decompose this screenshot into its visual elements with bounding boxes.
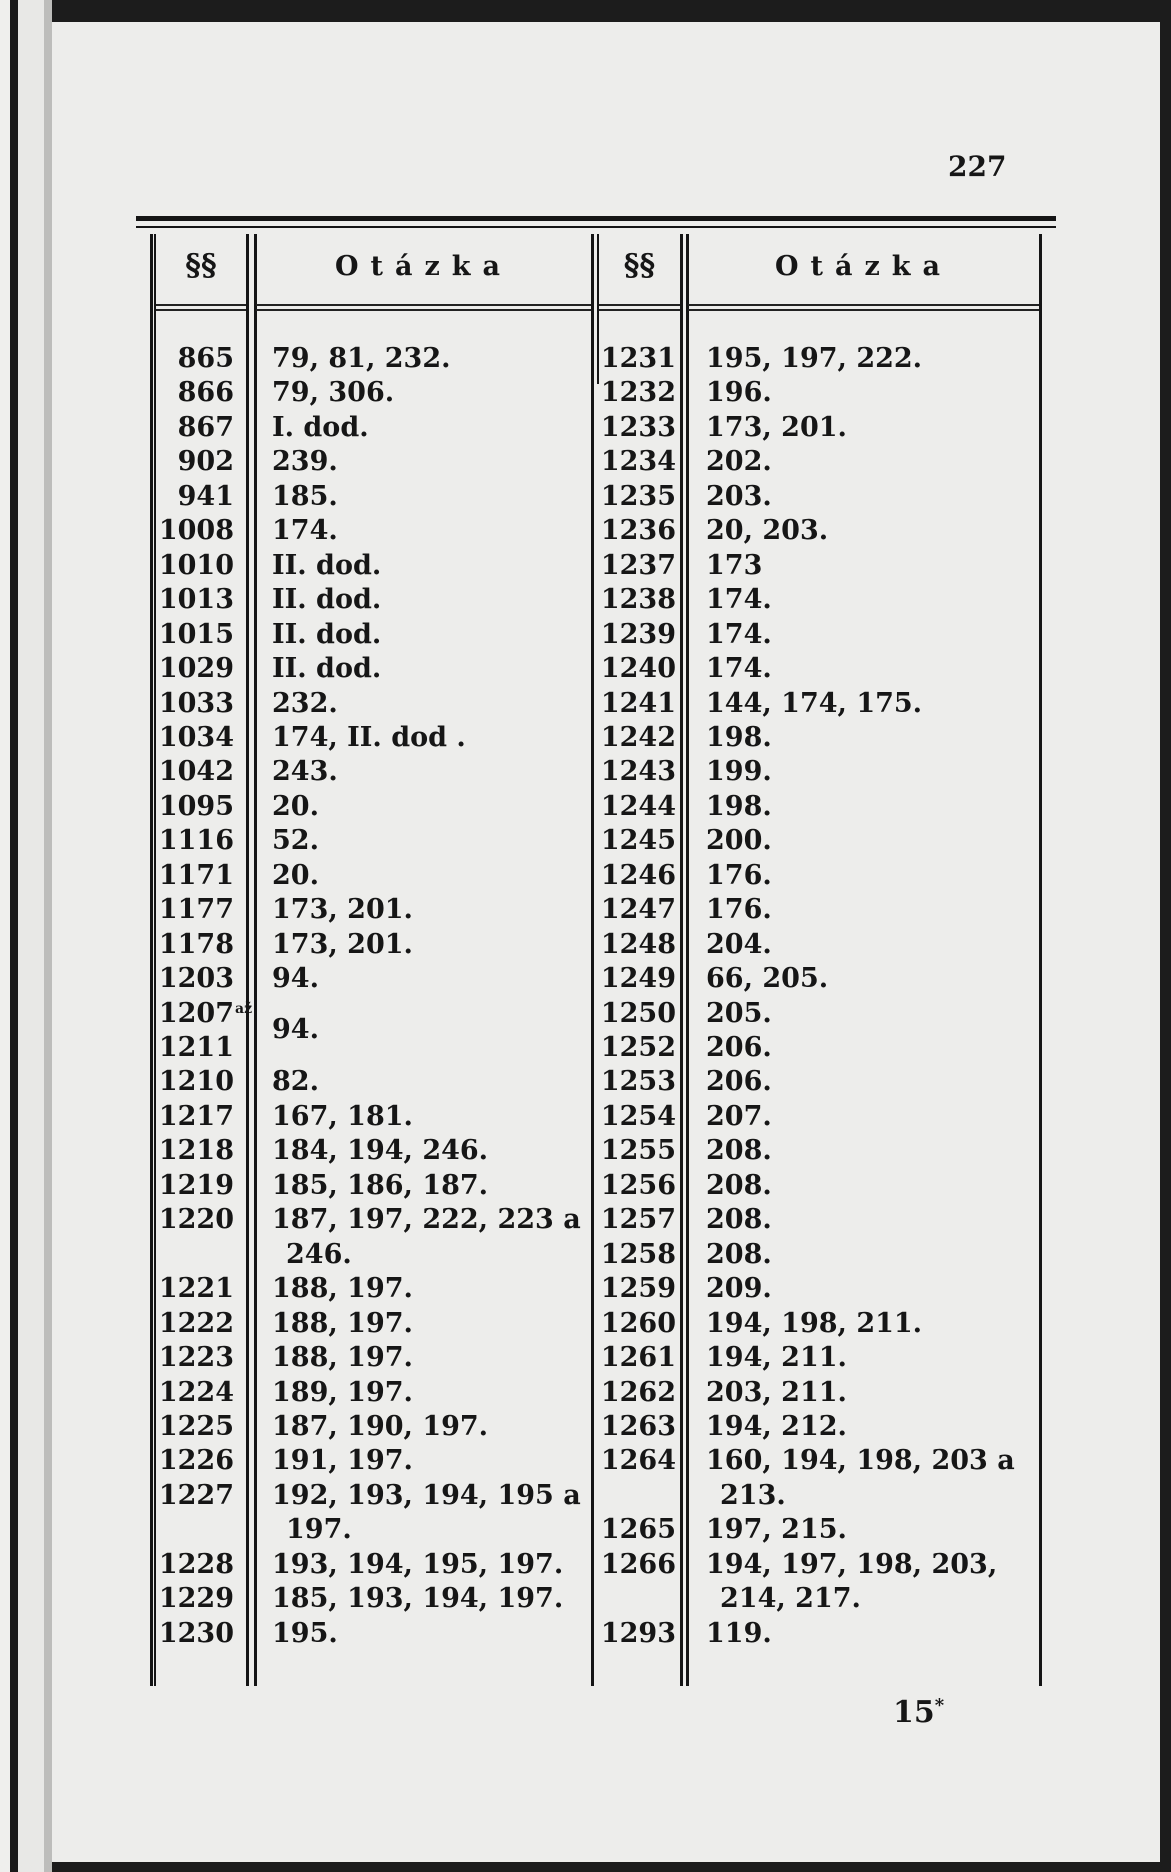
section-number: 1235 xyxy=(600,480,676,512)
answer-references: II. dod. xyxy=(272,549,382,581)
answer-references: 188, 197. xyxy=(272,1342,413,1374)
answer-references: 174. xyxy=(272,515,338,547)
section-number: 867 xyxy=(177,411,234,443)
header-underline xyxy=(156,304,246,306)
answer-references: 185. xyxy=(272,480,338,512)
answer-references: 199. xyxy=(706,756,772,788)
signature-mark xyxy=(893,1695,944,1730)
section-number xyxy=(596,1582,676,1616)
header-underline xyxy=(599,309,680,311)
answer-references: 198. xyxy=(706,790,772,822)
answer-references: 208. xyxy=(706,1135,772,1167)
answer-references: 185, 193, 194, 197. xyxy=(272,1583,564,1615)
answer-references: 203, 211. xyxy=(706,1376,847,1408)
section-number: 1171 xyxy=(158,859,234,891)
answer-references: 204. xyxy=(706,928,772,960)
section-number: 1257 xyxy=(600,1204,676,1236)
book-binding-edge xyxy=(0,0,52,1872)
section-number: 1015 xyxy=(158,618,234,650)
answer-references: 232. xyxy=(272,687,338,719)
section-number xyxy=(150,1238,234,1272)
section-number: 941 xyxy=(177,480,234,512)
answer-references: 79, 306. xyxy=(272,377,395,409)
answer-references: 194, 211. xyxy=(706,1342,847,1374)
section-number: 1263 xyxy=(600,1410,676,1442)
answer-references: 205. xyxy=(706,997,772,1029)
answer-references: 66, 205. xyxy=(706,963,829,995)
answer-references: 160, 194, 198, 203 a xyxy=(706,1445,1015,1477)
header-underline xyxy=(256,304,591,306)
answer-references: 176. xyxy=(706,859,772,891)
section-number: 1253 xyxy=(600,1066,676,1098)
section-number: 1220 xyxy=(158,1204,234,1236)
header-underline xyxy=(599,304,680,306)
answer-references: 119. xyxy=(706,1617,772,1649)
page-number: 227 xyxy=(948,150,1007,183)
answer-references: 189, 197. xyxy=(272,1376,413,1408)
section-number: 1218 xyxy=(158,1135,234,1167)
section-number: 1203 xyxy=(158,963,234,995)
signature-star: * xyxy=(934,1695,945,1716)
answer-references: 184, 194, 246. xyxy=(272,1135,489,1167)
section-number: 1237 xyxy=(600,549,676,581)
section-number: 1252 xyxy=(600,1032,676,1063)
section-number: 1293 xyxy=(600,1617,676,1649)
section-number: 1033 xyxy=(158,687,234,719)
header-underline xyxy=(688,309,1039,311)
section-number: 1095 xyxy=(158,790,234,822)
answer-references: 94. xyxy=(272,963,319,995)
answer-references: 206. xyxy=(706,1066,772,1098)
section-number: 1240 xyxy=(600,653,676,685)
section-number: 1227 xyxy=(158,1479,234,1511)
column-line xyxy=(1039,234,1042,1686)
answer-references: 200. xyxy=(706,825,772,857)
answer-references: 187, 190, 197. xyxy=(272,1410,489,1442)
section-number: 1262 xyxy=(600,1376,676,1408)
answer-references: 173, 201. xyxy=(272,894,413,926)
header-underline xyxy=(688,304,1039,306)
column-line xyxy=(591,234,594,1686)
section-number: 1239 xyxy=(600,618,676,650)
section-number: 1042 xyxy=(158,756,234,788)
section-number: 1177 xyxy=(158,894,234,926)
section-number: 1178 xyxy=(158,928,234,960)
column-line xyxy=(246,234,249,1686)
section-number: 1228 xyxy=(158,1548,234,1580)
answer-references: 174. xyxy=(706,584,772,616)
section-number: 1034 xyxy=(158,721,234,753)
section-number: 865 xyxy=(177,343,234,374)
section-number: 1255 xyxy=(600,1135,676,1167)
section-number: 1217 xyxy=(158,1100,234,1132)
answer-references: 202. xyxy=(706,446,772,478)
section-number: 1222 xyxy=(158,1307,234,1339)
answer-references: 82. xyxy=(272,1066,319,1098)
section-number: 1230 xyxy=(158,1617,234,1649)
answer-references: II. dod. xyxy=(272,584,382,616)
answer-references: 194, 198, 211. xyxy=(706,1307,923,1339)
top-rule-thin xyxy=(136,226,1056,228)
section-number: 1116 xyxy=(158,825,234,857)
answer-references: II. dod. xyxy=(272,653,382,685)
section-number: 902 xyxy=(177,446,234,478)
answer-references: 192, 193, 194, 195 a xyxy=(272,1479,581,1511)
section-number: 1231 xyxy=(600,343,676,374)
answer-references: 187, 197, 222, 223 a xyxy=(272,1204,581,1236)
section-number: 1236 xyxy=(600,515,676,547)
header-right-question: Otázka xyxy=(774,251,953,282)
section-number: 1248 xyxy=(600,928,676,960)
section-number: 1249 xyxy=(600,963,676,995)
answer-references: 207. xyxy=(706,1100,772,1132)
section-number: 1258 xyxy=(600,1238,676,1270)
answer-references: 209. xyxy=(706,1273,772,1305)
answer-references: 197, 215. xyxy=(706,1514,847,1546)
header-underline xyxy=(256,309,591,311)
section-number xyxy=(150,1513,234,1547)
answer-references: 195, 197, 222. xyxy=(706,343,923,374)
section-number: 866 xyxy=(177,377,234,409)
answer-references: 174. xyxy=(706,653,772,685)
section-number: 1234 xyxy=(600,446,676,478)
answer-references: 208. xyxy=(706,1204,772,1236)
answer-references: 79, 81, 232. xyxy=(272,343,451,374)
answer-references: II. dod. xyxy=(272,618,382,650)
answer-references: 188, 197. xyxy=(272,1273,413,1305)
column-line xyxy=(254,234,257,1686)
header-right-section: §§ xyxy=(623,248,656,283)
answer-references: 176. xyxy=(706,894,772,926)
answer-references: 173, 201. xyxy=(706,411,847,443)
answer-references: 173 xyxy=(706,549,763,581)
section-number: 1232 xyxy=(600,377,676,409)
signature-number: 15 xyxy=(893,1695,935,1730)
top-rule-thick xyxy=(136,216,1056,221)
section-number: 1013 xyxy=(158,584,234,616)
answer-references: 206. xyxy=(706,1032,772,1063)
answer-references: 239. xyxy=(272,446,338,478)
answer-references: 196. xyxy=(706,377,772,409)
answer-references: 197. xyxy=(286,1514,352,1546)
section-number: 1260 xyxy=(600,1307,676,1339)
section-number: 1265 xyxy=(600,1514,676,1546)
answer-references: 208. xyxy=(706,1238,772,1270)
answer-references: 185, 186, 187. xyxy=(272,1169,489,1201)
answer-references: 144, 174, 175. xyxy=(706,687,923,719)
answer-references: 188, 197. xyxy=(272,1307,413,1339)
section-number: 1219 xyxy=(158,1169,234,1201)
section-number xyxy=(596,1479,676,1513)
answer-references: 174, II. dod . xyxy=(272,721,466,753)
section-number: 1225 xyxy=(158,1410,234,1442)
section-number: 1029 xyxy=(158,653,234,685)
answer-references: 52. xyxy=(272,825,319,857)
answer-references: 194, 197, 198, 203, xyxy=(706,1548,998,1580)
section-number: 1224 xyxy=(158,1376,234,1408)
column-line xyxy=(686,234,689,1686)
section-number: 1242 xyxy=(600,721,676,753)
answer-references: 213. xyxy=(720,1479,786,1511)
section-number: 1250 xyxy=(600,997,676,1029)
section-number: 1256 xyxy=(600,1169,676,1201)
section-number: 1223 xyxy=(158,1342,234,1374)
merged-answer-1207-1211: 94. xyxy=(272,1014,319,1045)
section-number: 1233 xyxy=(600,411,676,443)
section-number: 1238 xyxy=(600,584,676,616)
section-number: 1207 xyxy=(158,997,234,1029)
section-number: 1247 xyxy=(600,894,676,926)
section-number: 1229 xyxy=(158,1583,234,1615)
section-number: 1010 xyxy=(158,549,234,581)
answer-references: 193, 194, 195, 197. xyxy=(272,1548,564,1580)
answer-references: 167, 181. xyxy=(272,1100,413,1132)
range-suffix: až xyxy=(235,1000,253,1017)
section-number: 1264 xyxy=(600,1445,676,1477)
answer-references: 214, 217. xyxy=(720,1583,861,1615)
answer-references: 198. xyxy=(706,721,772,753)
answer-references: I. dod. xyxy=(272,411,369,443)
section-number: 1243 xyxy=(600,756,676,788)
answer-references: 195. xyxy=(272,1617,338,1649)
section-number: 1244 xyxy=(600,790,676,822)
answer-references: 174. xyxy=(706,618,772,650)
section-number: 1261 xyxy=(600,1342,676,1374)
section-number: 1246 xyxy=(600,859,676,891)
header-left-section: §§ xyxy=(185,248,217,283)
answer-references: 243. xyxy=(272,756,338,788)
section-number: 1211 xyxy=(158,1032,234,1063)
header-left-question: Otázka xyxy=(334,251,513,282)
section-number: 1245 xyxy=(600,825,676,857)
section-number: 1254 xyxy=(600,1100,676,1132)
answer-references: 20. xyxy=(272,790,319,822)
header-underline xyxy=(156,309,246,311)
section-number: 1210 xyxy=(158,1066,234,1098)
section-number: 1221 xyxy=(158,1273,234,1305)
answer-references: 20. xyxy=(272,859,319,891)
answer-references: 194, 212. xyxy=(706,1410,847,1442)
section-number: 1008 xyxy=(158,515,234,547)
column-line xyxy=(680,234,683,1686)
answer-references: 173, 201. xyxy=(272,928,413,960)
section-number: 1241 xyxy=(600,687,676,719)
section-number: 1226 xyxy=(158,1445,234,1477)
answer-references: 20, 203. xyxy=(706,515,829,547)
answer-references: 203. xyxy=(706,480,772,512)
answer-references: 191, 197. xyxy=(272,1445,413,1477)
section-number: 1259 xyxy=(600,1273,676,1305)
answer-references: 208. xyxy=(706,1169,772,1201)
section-number: 1266 xyxy=(600,1548,676,1580)
answer-references: 246. xyxy=(286,1238,352,1270)
